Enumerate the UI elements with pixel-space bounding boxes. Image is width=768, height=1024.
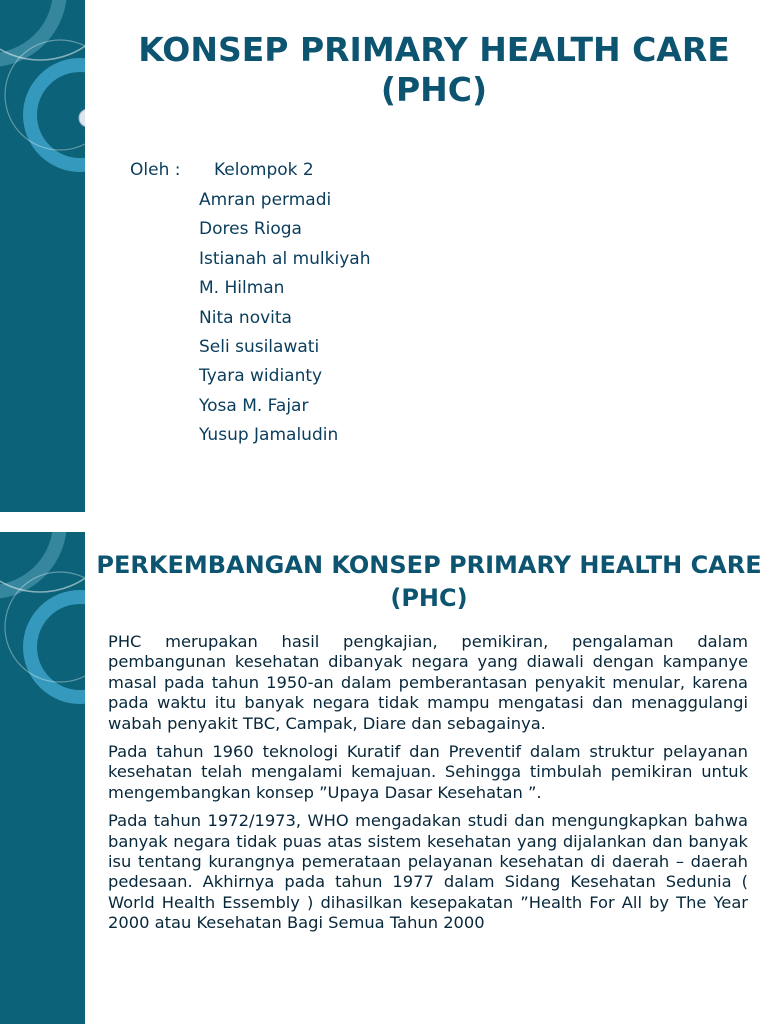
member-name: Yosa M. Fajar: [199, 395, 309, 416]
member-name: Amran permadi: [199, 190, 332, 210]
author-list: [130, 160, 370, 451]
paragraph: Pada tahun 1960 teknologi Kuratif dan Preventif dalam struktur pelayanan kesehatan telah mengalami kemajuan. Sehingga timbulah pemikiran untuk mengembangkan konsep ”Upaya Dasar Kesehatan ”.: [108, 742, 748, 802]
by-label: Oleh :: [130, 160, 181, 180]
decorative-circles: [0, 0, 85, 512]
section-heading: PERKEMBANGAN KONSEP PRIMARY HEALTH CARE (PHC): [96, 551, 762, 612]
decorative-circles: [0, 532, 85, 1024]
group-name: Kelompok 2: [214, 160, 314, 180]
member-name: Seli susilawati: [199, 336, 320, 357]
member-name: M. Hilman: [199, 278, 285, 299]
slide-content: [0, 532, 768, 1024]
member-name: Tyara widianty: [199, 366, 323, 387]
group-row: [130, 160, 370, 186]
decorative-side-band: [0, 0, 85, 512]
member-name: Nita novita: [199, 307, 292, 328]
decorative-side-band: [0, 532, 85, 1024]
body-text: [108, 632, 748, 942]
slide-title-heading: KONSEP PRIMARY HEALTH CARE (PHC): [138, 30, 730, 109]
member-name: Istianah al mulkiyah: [199, 248, 371, 269]
member-name: Yusup Jamaludin: [199, 425, 339, 446]
member-name: Dores Rioga: [199, 219, 302, 240]
paragraph: PHC merupakan hasil pengkajian, pemikiran, pengalaman dalam pembangunan kesehatan dibanyak negara yang diawali dengan kampanye masal pada tahun 1950-an dalam pemberantasan penyakit menular, karena pada waktu itu banyak negara tidak mampu mengatasi dan menaggulangi wabah penyakit TBC, Campak, Diare dan sebagainya.: [108, 632, 748, 733]
paragraph: Pada tahun 1972/1973, WHO mengadakan studi dan mengungkapkan bahwa banyak negara tidak puas atas sistem kesehatan yang dijalankan dan banyak isu tentang kurangnya pemerataan pelayanan kesehatan di daerah – daerah pedesaan. Akhirnya pada tahun 1977 dalam Sidang Kesehatan Sedunia ( World Health Essembly ) dihasilkan kesepakatan ”Health For All by The Year 2000 atau Kesehatan Bagi Semua Tahun 2000: [108, 811, 748, 933]
